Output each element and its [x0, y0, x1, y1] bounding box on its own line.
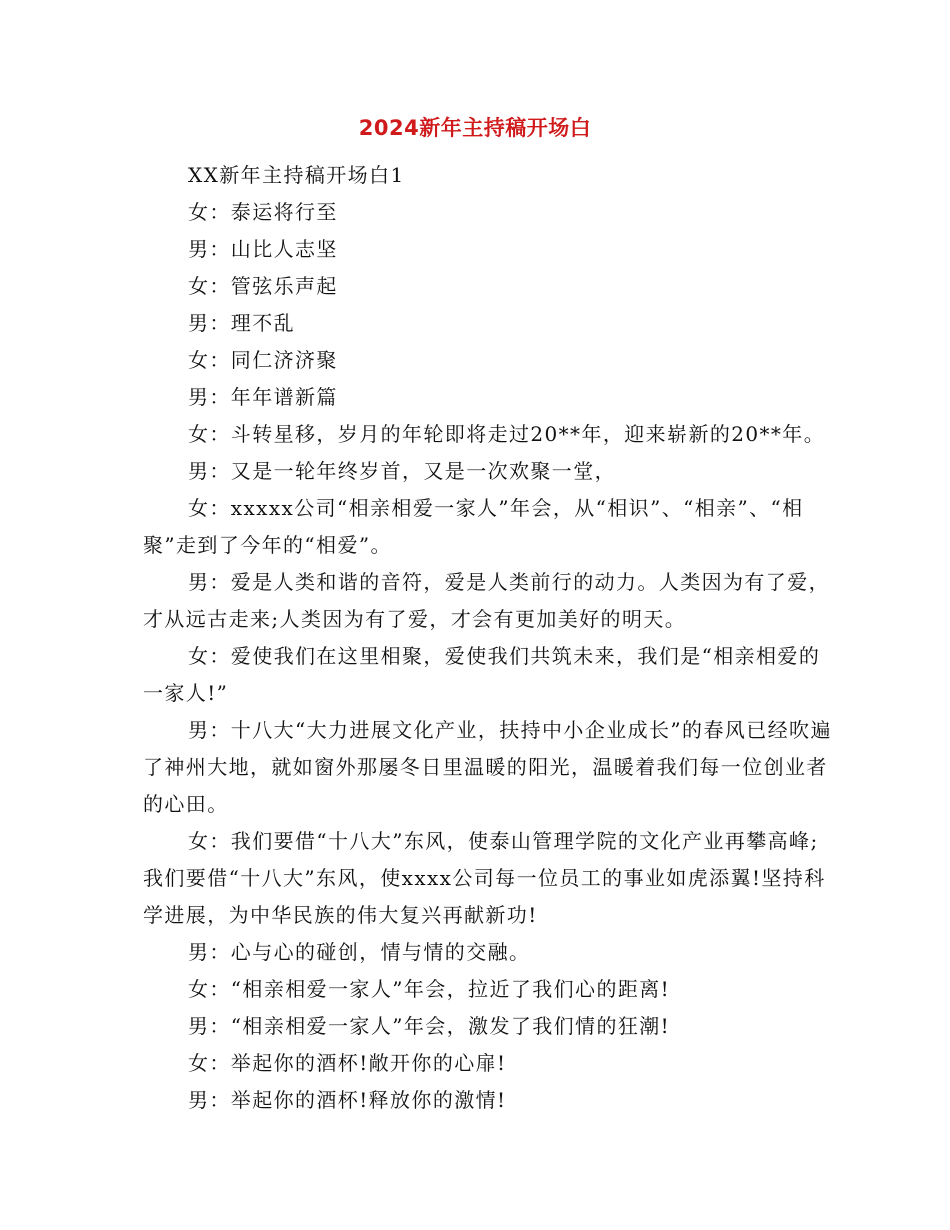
document-body	[143, 157, 833, 1119]
paragraph: 女：泰运将行至	[188, 200, 338, 224]
paragraph: 女：爱使我们在这里相聚，爱使我们共筑未来，我们是“相亲相爱的一家人!”	[143, 644, 821, 705]
paragraph: 男：年年谱新篇	[188, 385, 338, 409]
paragraph: 女：同仁济济聚	[188, 348, 338, 372]
paragraph: 男：心与心的碰创，情与情的交融。	[188, 940, 531, 964]
paragraph: 女：管弦乐声起	[188, 274, 338, 298]
paragraph: 女：xxxxx公司“相亲相爱一家人”年会，从“相识”、“相亲”、“相聚”走到了今年的“相爱”。	[143, 496, 804, 557]
paragraph: 女：我们要借“十八大”东风，使泰山管理学院的文化产业再攀高峰;我们要借“十八大”东风，使xxxx公司每一位员工的事业如虎添翼!坚持科学进展，为中华民族的伟大复兴再献新功!	[143, 829, 826, 927]
paragraph: 女：举起你的酒杯!敞开你的心扉!	[188, 1051, 507, 1075]
paragraph: 男：又是一轮年终岁首，又是一次欢聚一堂，	[188, 459, 616, 483]
paragraph-heading: XX新年主持稿开场白1	[188, 163, 405, 187]
paragraph: 男：理不乱	[188, 311, 295, 335]
paragraph: 男：十八大“大力进展文化产业，扶持中小企业成长”的春风已经吹遍了神州大地，就如窗外那屡冬日里温暖的阳光，温暖着我们每一位创业者的心田。	[143, 718, 832, 816]
document-title: 2024新年主持稿开场白	[358, 116, 592, 140]
paragraph: 男：“相亲相爱一家人”年会，激发了我们情的狂潮!	[188, 1014, 671, 1038]
paragraph: 男：举起你的酒杯!释放你的激情!	[188, 1088, 507, 1112]
paragraph: 女：“相亲相爱一家人”年会，拉近了我们心的距离!	[188, 977, 671, 1001]
paragraph: 女：斗转星移，岁月的年轮即将走过20**年，迎来崭新的20**年。	[188, 422, 826, 446]
paragraph: 男：山比人志坚	[188, 237, 338, 261]
paragraph: 男：爱是人类和谐的音符，爱是人类前行的动力。人类因为有了爱，才从远古走来;人类因为有了爱，才会有更加美好的明天。	[143, 570, 830, 631]
